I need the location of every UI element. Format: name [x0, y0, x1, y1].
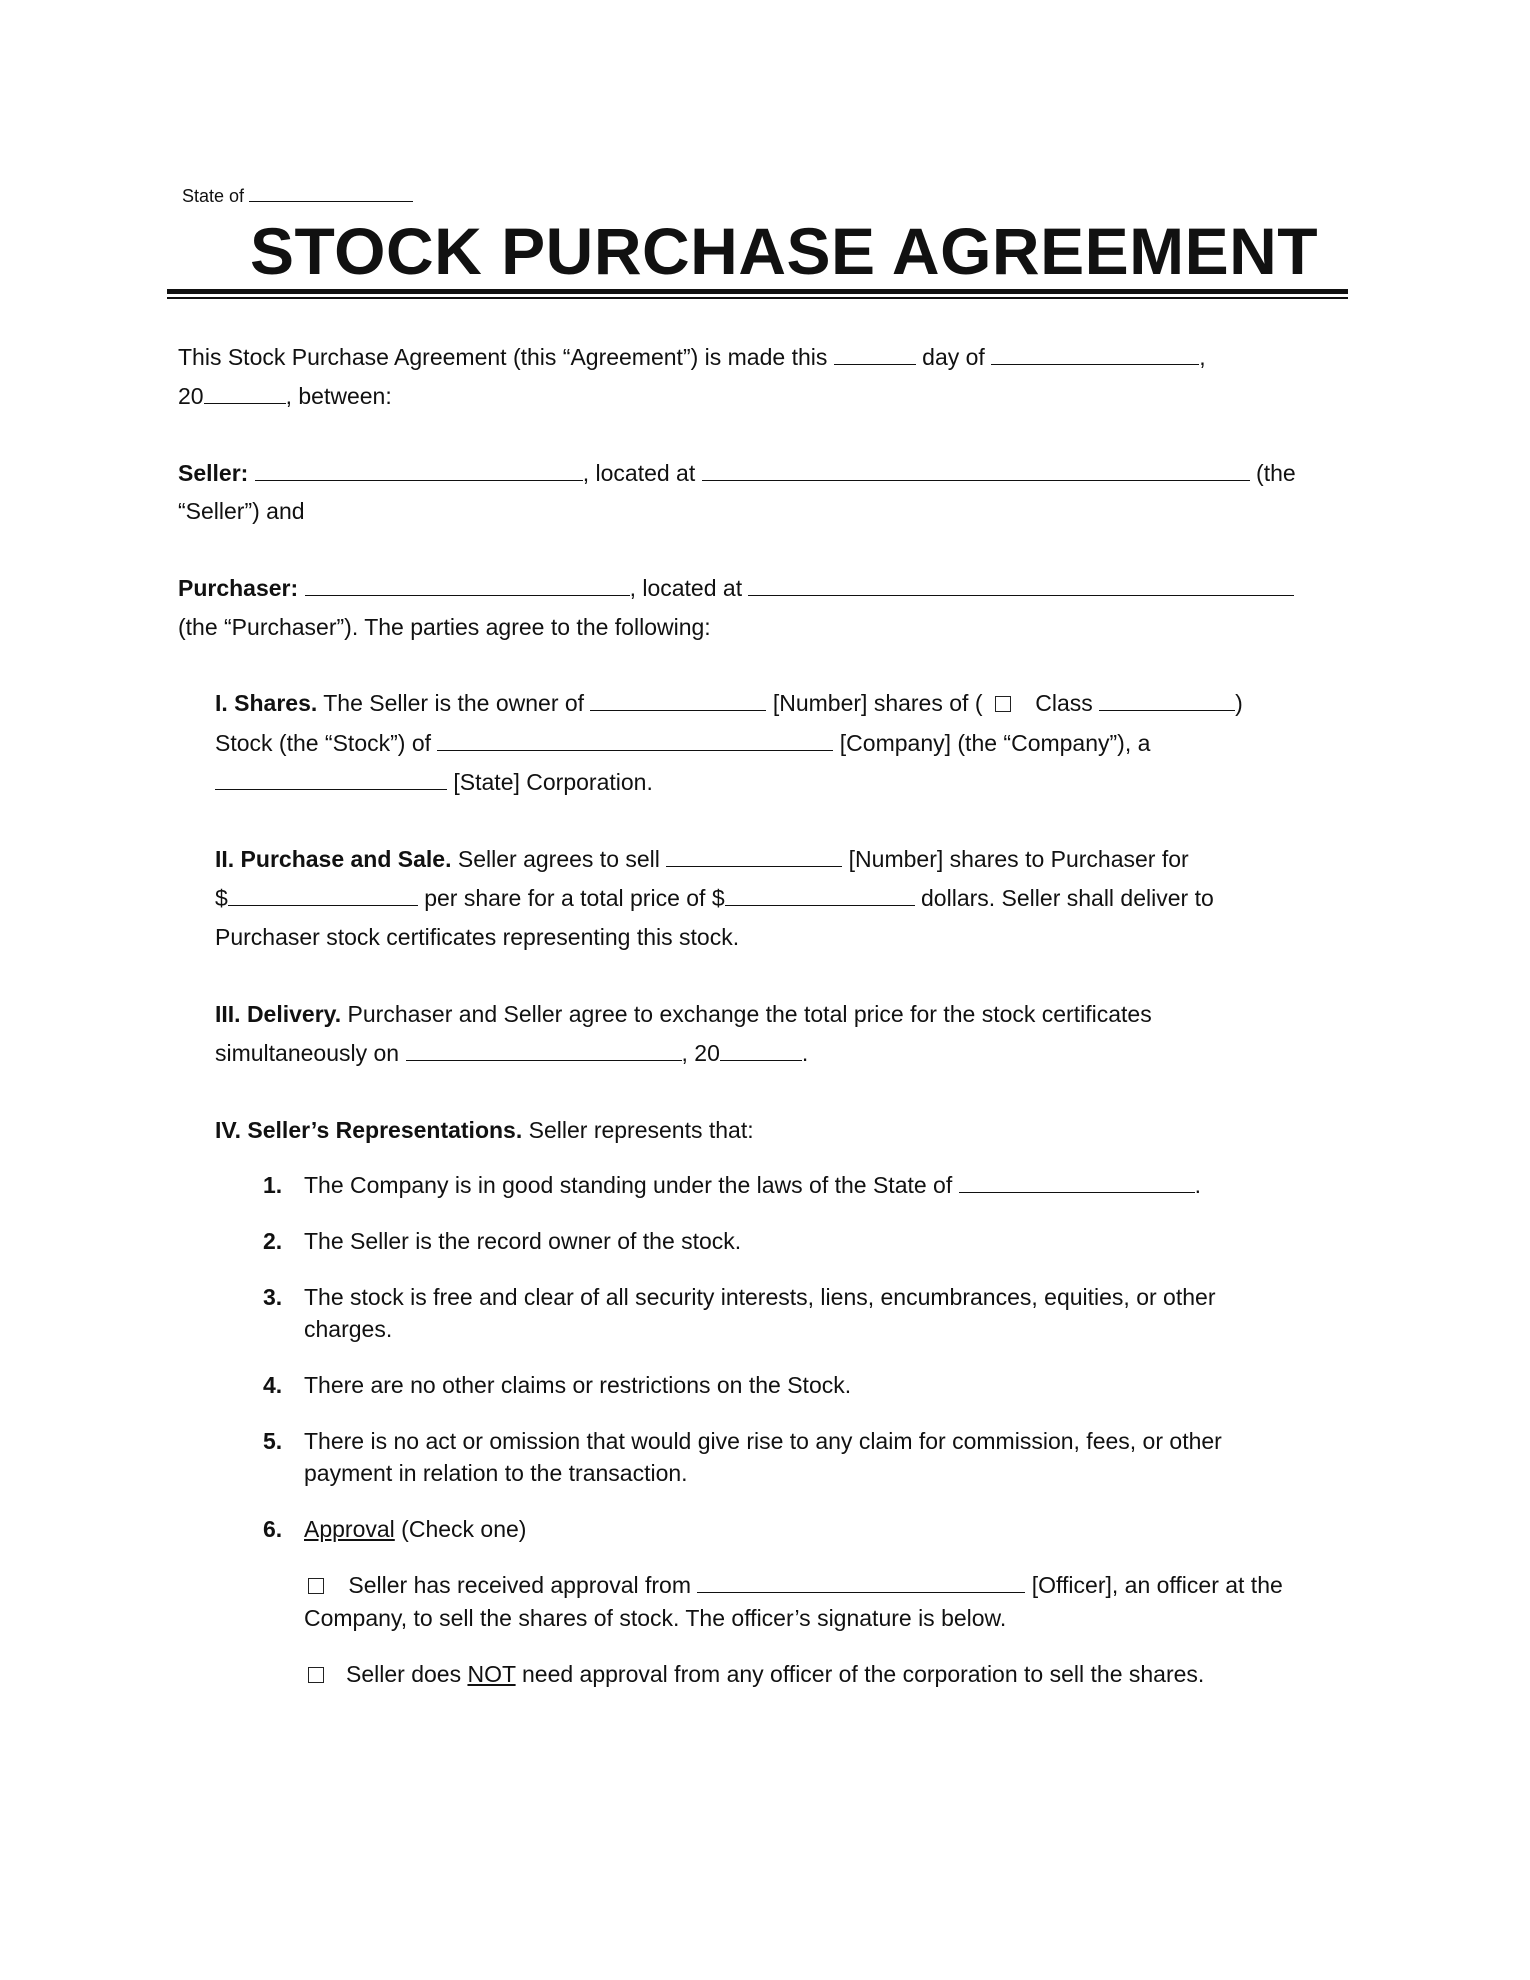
list-item	[304, 1171, 1201, 1199]
shares-number-blank[interactable]	[590, 690, 766, 711]
list-item: There are no other claims or restrictions on the Stock.	[304, 1372, 852, 1398]
list-item-text: The Company is in good standing under the laws of the State of	[304, 1172, 953, 1198]
purchaser-label: Purchaser:	[178, 575, 299, 601]
check-one-text: (Check one)	[394, 1516, 527, 1542]
state-corp-blank[interactable]	[215, 769, 447, 790]
deliver-text: dollars. Seller shall deliver to	[921, 885, 1214, 911]
representations-heading: IV. Seller’s Representations.	[215, 1117, 523, 1143]
delivery-period: .	[801, 1040, 809, 1066]
officer-label: [Officer], an officer at the	[1031, 1572, 1283, 1598]
list-item-continued: payment in relation to the transaction.	[304, 1460, 688, 1486]
title-rule-thick	[167, 289, 1348, 294]
list-item: The stock is free and clear of all security interests, liens, encumbrances, equities, or other	[304, 1284, 1216, 1310]
delivery-line-1	[215, 1000, 1152, 1028]
intro-line-2	[178, 382, 392, 410]
intro-year-prefix: 20	[178, 383, 204, 409]
approval-received-checkbox[interactable]	[308, 1578, 324, 1594]
purchaser-address-blank[interactable]	[748, 575, 1294, 596]
page-title: STOCK PURCHASE AGREEMENT	[250, 214, 1319, 288]
purchaser-located-at: , located at	[629, 575, 743, 601]
state-corporation-text: [State] Corporation.	[453, 769, 653, 795]
item-number: 3.	[263, 1284, 283, 1310]
state-of-label: State of	[182, 186, 245, 206]
purchase-sale-line-1	[215, 845, 1189, 873]
shares-line-3	[215, 768, 653, 796]
company-blank[interactable]	[437, 730, 833, 751]
shares-text: The Seller is the owner of	[317, 690, 585, 716]
item-number: 5.	[263, 1428, 283, 1454]
month-blank[interactable]	[991, 344, 1199, 365]
no-approval-text-end: need approval from any officer of the corporation to sell the shares.	[515, 1661, 1205, 1687]
shares-of-text: [Number] shares of (	[772, 690, 983, 716]
delivery-line-2	[215, 1039, 808, 1067]
title-rule-thin	[167, 297, 1348, 299]
representations-text: Seller represents that:	[522, 1117, 754, 1143]
good-standing-state-blank[interactable]	[959, 1172, 1195, 1193]
item-number: 4.	[263, 1372, 283, 1398]
price-per-share-blank[interactable]	[228, 885, 418, 906]
class-label: Class	[1035, 690, 1093, 716]
purchaser-line-1	[178, 574, 1294, 602]
delivery-heading: III. Delivery.	[215, 1001, 342, 1027]
item-number: 2.	[263, 1228, 283, 1254]
officer-blank[interactable]	[697, 1572, 1025, 1593]
seller-line-1	[178, 459, 1296, 487]
purchase-sale-text: Seller agrees to sell	[451, 846, 660, 872]
shares-line-1	[215, 689, 1243, 717]
year-blank[interactable]	[204, 383, 286, 404]
list-item: There is no act or omission that would give rise to any claim for commission, fees, or other	[304, 1428, 1222, 1454]
list-item-continued: charges.	[304, 1316, 393, 1342]
intro-text: This Stock Purchase Agreement (this “Agreement”) is made this	[178, 344, 828, 370]
list-item: The Seller is the record owner of the stock.	[304, 1228, 742, 1254]
list-item-period: .	[1194, 1172, 1202, 1198]
purchaser-line-2: (the “Purchaser”). The parties agree to the following:	[178, 614, 711, 640]
shares-line-2	[215, 729, 1150, 757]
representations-heading-line	[215, 1116, 754, 1144]
stock-of-text: Stock (the “Stock”) of	[215, 730, 432, 756]
purchase-sale-heading: II. Purchase and Sale.	[215, 846, 452, 872]
shares-heading: I. Shares.	[215, 690, 318, 716]
intro-line-1	[178, 343, 1206, 371]
simultaneously-text: simultaneously on	[215, 1040, 400, 1066]
total-price-text: per share for a total price of $	[424, 885, 725, 911]
not-emphasis: NOT	[467, 1661, 516, 1687]
state-blank[interactable]	[249, 185, 413, 202]
seller-located-at: , located at	[582, 460, 696, 486]
approval-option-1-continued: Company, to sell the shares of stock. The officer’s signature is below.	[304, 1605, 1007, 1631]
no-approval-checkbox[interactable]	[308, 1667, 324, 1683]
day-blank[interactable]	[834, 344, 916, 365]
shares-to-purchaser-text: [Number] shares to Purchaser for	[848, 846, 1189, 872]
seller-address-blank[interactable]	[702, 460, 1250, 481]
approval-option-1	[308, 1571, 1283, 1599]
purchase-sale-line-3: Purchaser stock certificates representing this stock.	[215, 924, 740, 950]
item-number: 6.	[263, 1516, 283, 1542]
item-number: 1.	[263, 1172, 283, 1198]
seller-line-2: “Seller”) and	[178, 498, 305, 524]
shares-paren-close: )	[1235, 690, 1243, 716]
class-checkbox[interactable]	[995, 696, 1011, 712]
company-label: [Company] (the “Company”), a	[839, 730, 1151, 756]
delivery-year-blank[interactable]	[720, 1040, 802, 1061]
total-price-blank[interactable]	[725, 885, 915, 906]
class-blank[interactable]	[1099, 690, 1235, 711]
intro-comma: ,	[1199, 344, 1206, 370]
intro-between: , between:	[285, 383, 392, 409]
purchase-sale-line-2	[215, 884, 1214, 912]
no-approval-text: Seller does	[346, 1661, 468, 1687]
seller-the: (the	[1256, 460, 1296, 486]
approval-received-text: Seller has received approval from	[348, 1572, 691, 1598]
dollar-sign: $	[215, 885, 228, 911]
delivery-year-prefix: , 20	[681, 1040, 720, 1066]
list-item	[304, 1515, 526, 1543]
approval-label: Approval	[304, 1516, 395, 1542]
seller-name-blank[interactable]	[255, 460, 583, 481]
purchaser-name-blank[interactable]	[305, 575, 630, 596]
sale-number-blank[interactable]	[666, 846, 842, 867]
approval-option-2	[308, 1660, 1204, 1688]
delivery-date-blank[interactable]	[406, 1040, 682, 1061]
seller-label: Seller:	[178, 460, 249, 486]
state-of-line	[182, 182, 413, 210]
delivery-text: Purchaser and Seller agree to exchange the total price for the stock certificates	[341, 1001, 1152, 1027]
intro-day-of: day of	[922, 344, 985, 370]
